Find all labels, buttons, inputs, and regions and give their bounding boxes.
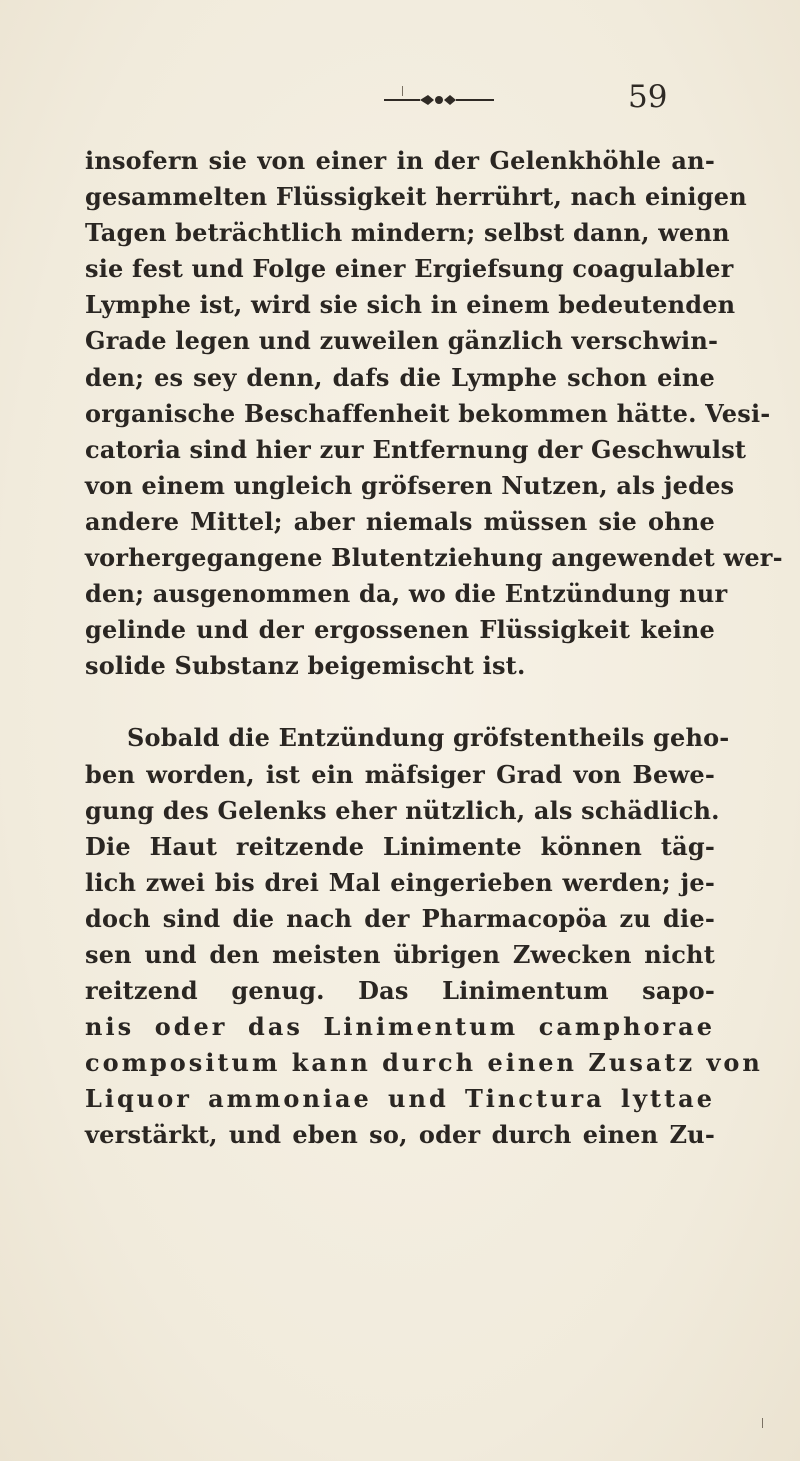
text-line: solide Substanz beigemischt ist. [85, 651, 526, 681]
text-line: catoria sind hier zur Entfernung der Geschwulst [85, 434, 747, 464]
text-line: insofern sie von einer in der Gelenkhöhle an- [85, 146, 715, 175]
text-line: von einem ungleich gröfseren Nutzen, als jedes [85, 470, 735, 500]
text-line: lich zwei bis drei Mal eingerieben werden; je- [85, 867, 715, 897]
paragraph-gap [85, 684, 715, 720]
text-line: vorhergegangene Blutentziehung angewendet wer- [85, 543, 783, 573]
text-line: andere Mittel; aber niemals müssen sie ohne [85, 506, 715, 536]
text-line: Die Haut reitzende Linimente können täg- [85, 831, 715, 861]
page-number: 59 [628, 79, 668, 115]
text-line: den; ausgenommen da, wo die Entzündung nur [85, 579, 728, 609]
page-header [0, 70, 800, 130]
text-line: Grade legen und zuweilen gänzlich verschwin- [85, 326, 719, 356]
paragraph-2 [85, 720, 763, 1153]
text-line: Liquor ammoniae und Tinctura lyttae [85, 1084, 715, 1114]
text-line: verstärkt, und eben so, oder durch einen Zu- [85, 1120, 715, 1150]
text-line: gung des Gelenks eher nützlich, als schädlich. [85, 795, 720, 825]
body-text [85, 143, 783, 1154]
scan-mark [402, 86, 403, 96]
text-line: Lymphe ist, wird sie sich in einem bedeutenden [85, 290, 736, 320]
text-line: Sobald die Entzündung gröfstentheils geho- [127, 723, 730, 753]
text-line: den; es sey denn, dafs die Lymphe schon eine [85, 362, 715, 392]
paragraph-1 [85, 143, 783, 684]
text-line: compositum kann durch einen Zusatz von [85, 1048, 763, 1078]
header-ornament [382, 90, 522, 110]
text-line: reitzend genug. Das Linimentum sapo- [85, 976, 715, 1006]
text-line: nis oder das Linimentum camphorae [85, 1012, 715, 1042]
text-line: organische Beschaffenheit bekommen hätte. Vesi- [85, 398, 771, 428]
text-line: sie fest und Folge einer Ergiefsung coagulabler [85, 254, 734, 284]
text-line: gesammelten Flüssigkeit herrührt, nach einigen [85, 182, 747, 212]
text-line: doch sind die nach der Pharmacopöa zu die- [85, 903, 715, 933]
text-line: sen und den meisten übrigen Zwecken nicht [85, 939, 715, 969]
text-line: gelinde und der ergossenen Flüssigkeit keine [85, 615, 715, 645]
text-line: ben worden, ist ein mäfsiger Grad von Bewe- [85, 759, 715, 789]
text-line: Tagen beträchtlich mindern; selbst dann, wenn [85, 218, 730, 248]
scan-mark [762, 1418, 763, 1428]
